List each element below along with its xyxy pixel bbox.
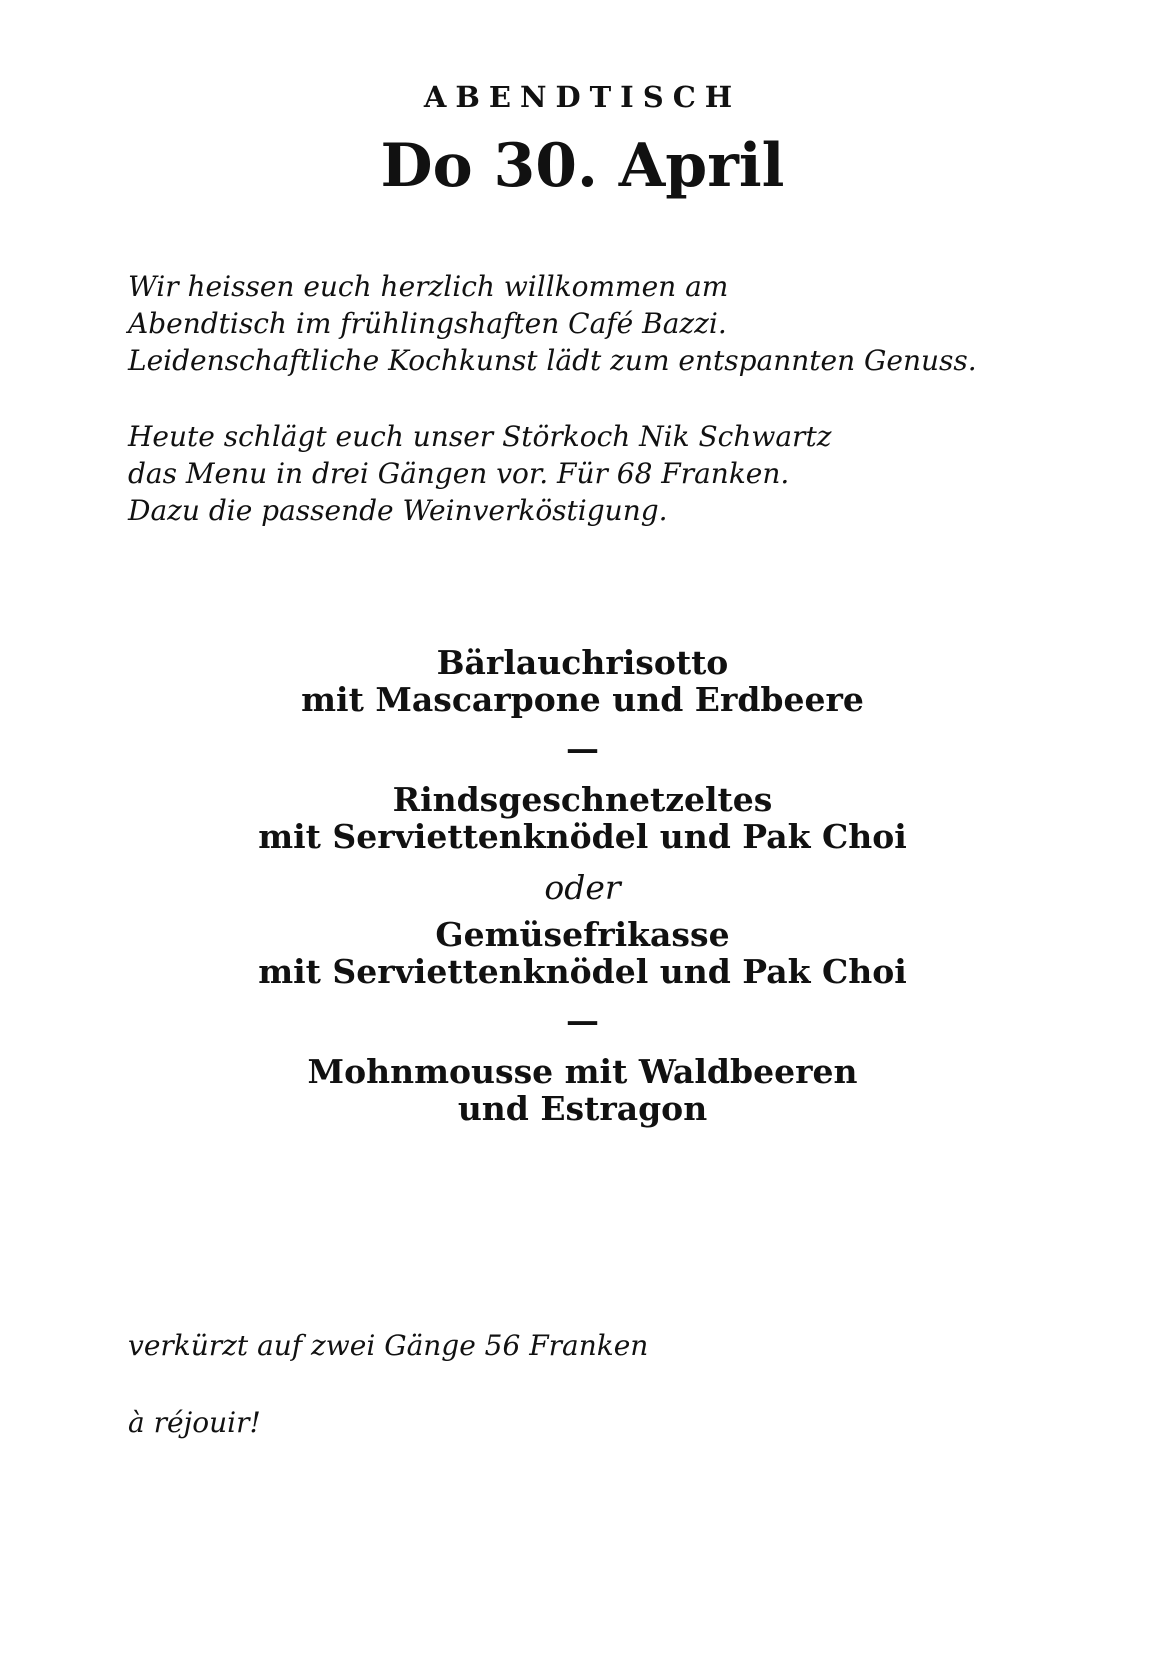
intro-line: Leidenschaftliche Kochkunst lädt zum entspannten Genuss. (128, 344, 977, 377)
intro-line: Wir heissen euch herzlich willkommen am (128, 270, 729, 303)
course-description: mit Serviettenknödel und Pak Choi (258, 952, 907, 991)
course-description: mit Mascarpone und Erdbeere (301, 680, 864, 719)
course-separator: — (566, 1001, 599, 1040)
short-menu-price: verkürzt auf zwei Gänge 56 Franken (128, 1329, 649, 1362)
course-dessert (0, 1053, 1165, 1127)
page-kicker: ABENDTISCH (423, 80, 742, 114)
intro-paragraph-welcome (128, 268, 1078, 379)
course-separator: — (566, 729, 599, 768)
course-main-meat (0, 781, 1165, 855)
course-description: und Estragon (457, 1089, 708, 1128)
page-title-date: Do 30. April (380, 131, 785, 201)
or-label: oder (544, 868, 621, 907)
intro-line: Dazu die passende Weinverköstigung. (128, 494, 668, 527)
menu-courses (0, 644, 1165, 1127)
intro-line: Abendtisch im frühlingshaften Café Bazzi. (128, 307, 727, 340)
course-main-veg (0, 916, 1165, 990)
course-title: Rindsgeschnetzeltes (392, 780, 773, 819)
course-description: mit Serviettenknödel und Pak Choi (258, 817, 907, 856)
intro-paragraph-chef (128, 418, 1078, 529)
intro-line: Heute schlägt euch unser Störkoch Nik Schwartz (128, 420, 832, 453)
course-starter (0, 644, 1165, 718)
course-title: Mohnmousse mit Waldbeeren (307, 1052, 858, 1091)
course-title: Bärlauchrisotto (436, 643, 729, 682)
closing-line: à réjouir! (128, 1406, 261, 1439)
course-title: Gemüsefrikasse (435, 915, 730, 954)
intro-line: das Menu in drei Gängen vor. Für 68 Franken. (128, 457, 790, 490)
